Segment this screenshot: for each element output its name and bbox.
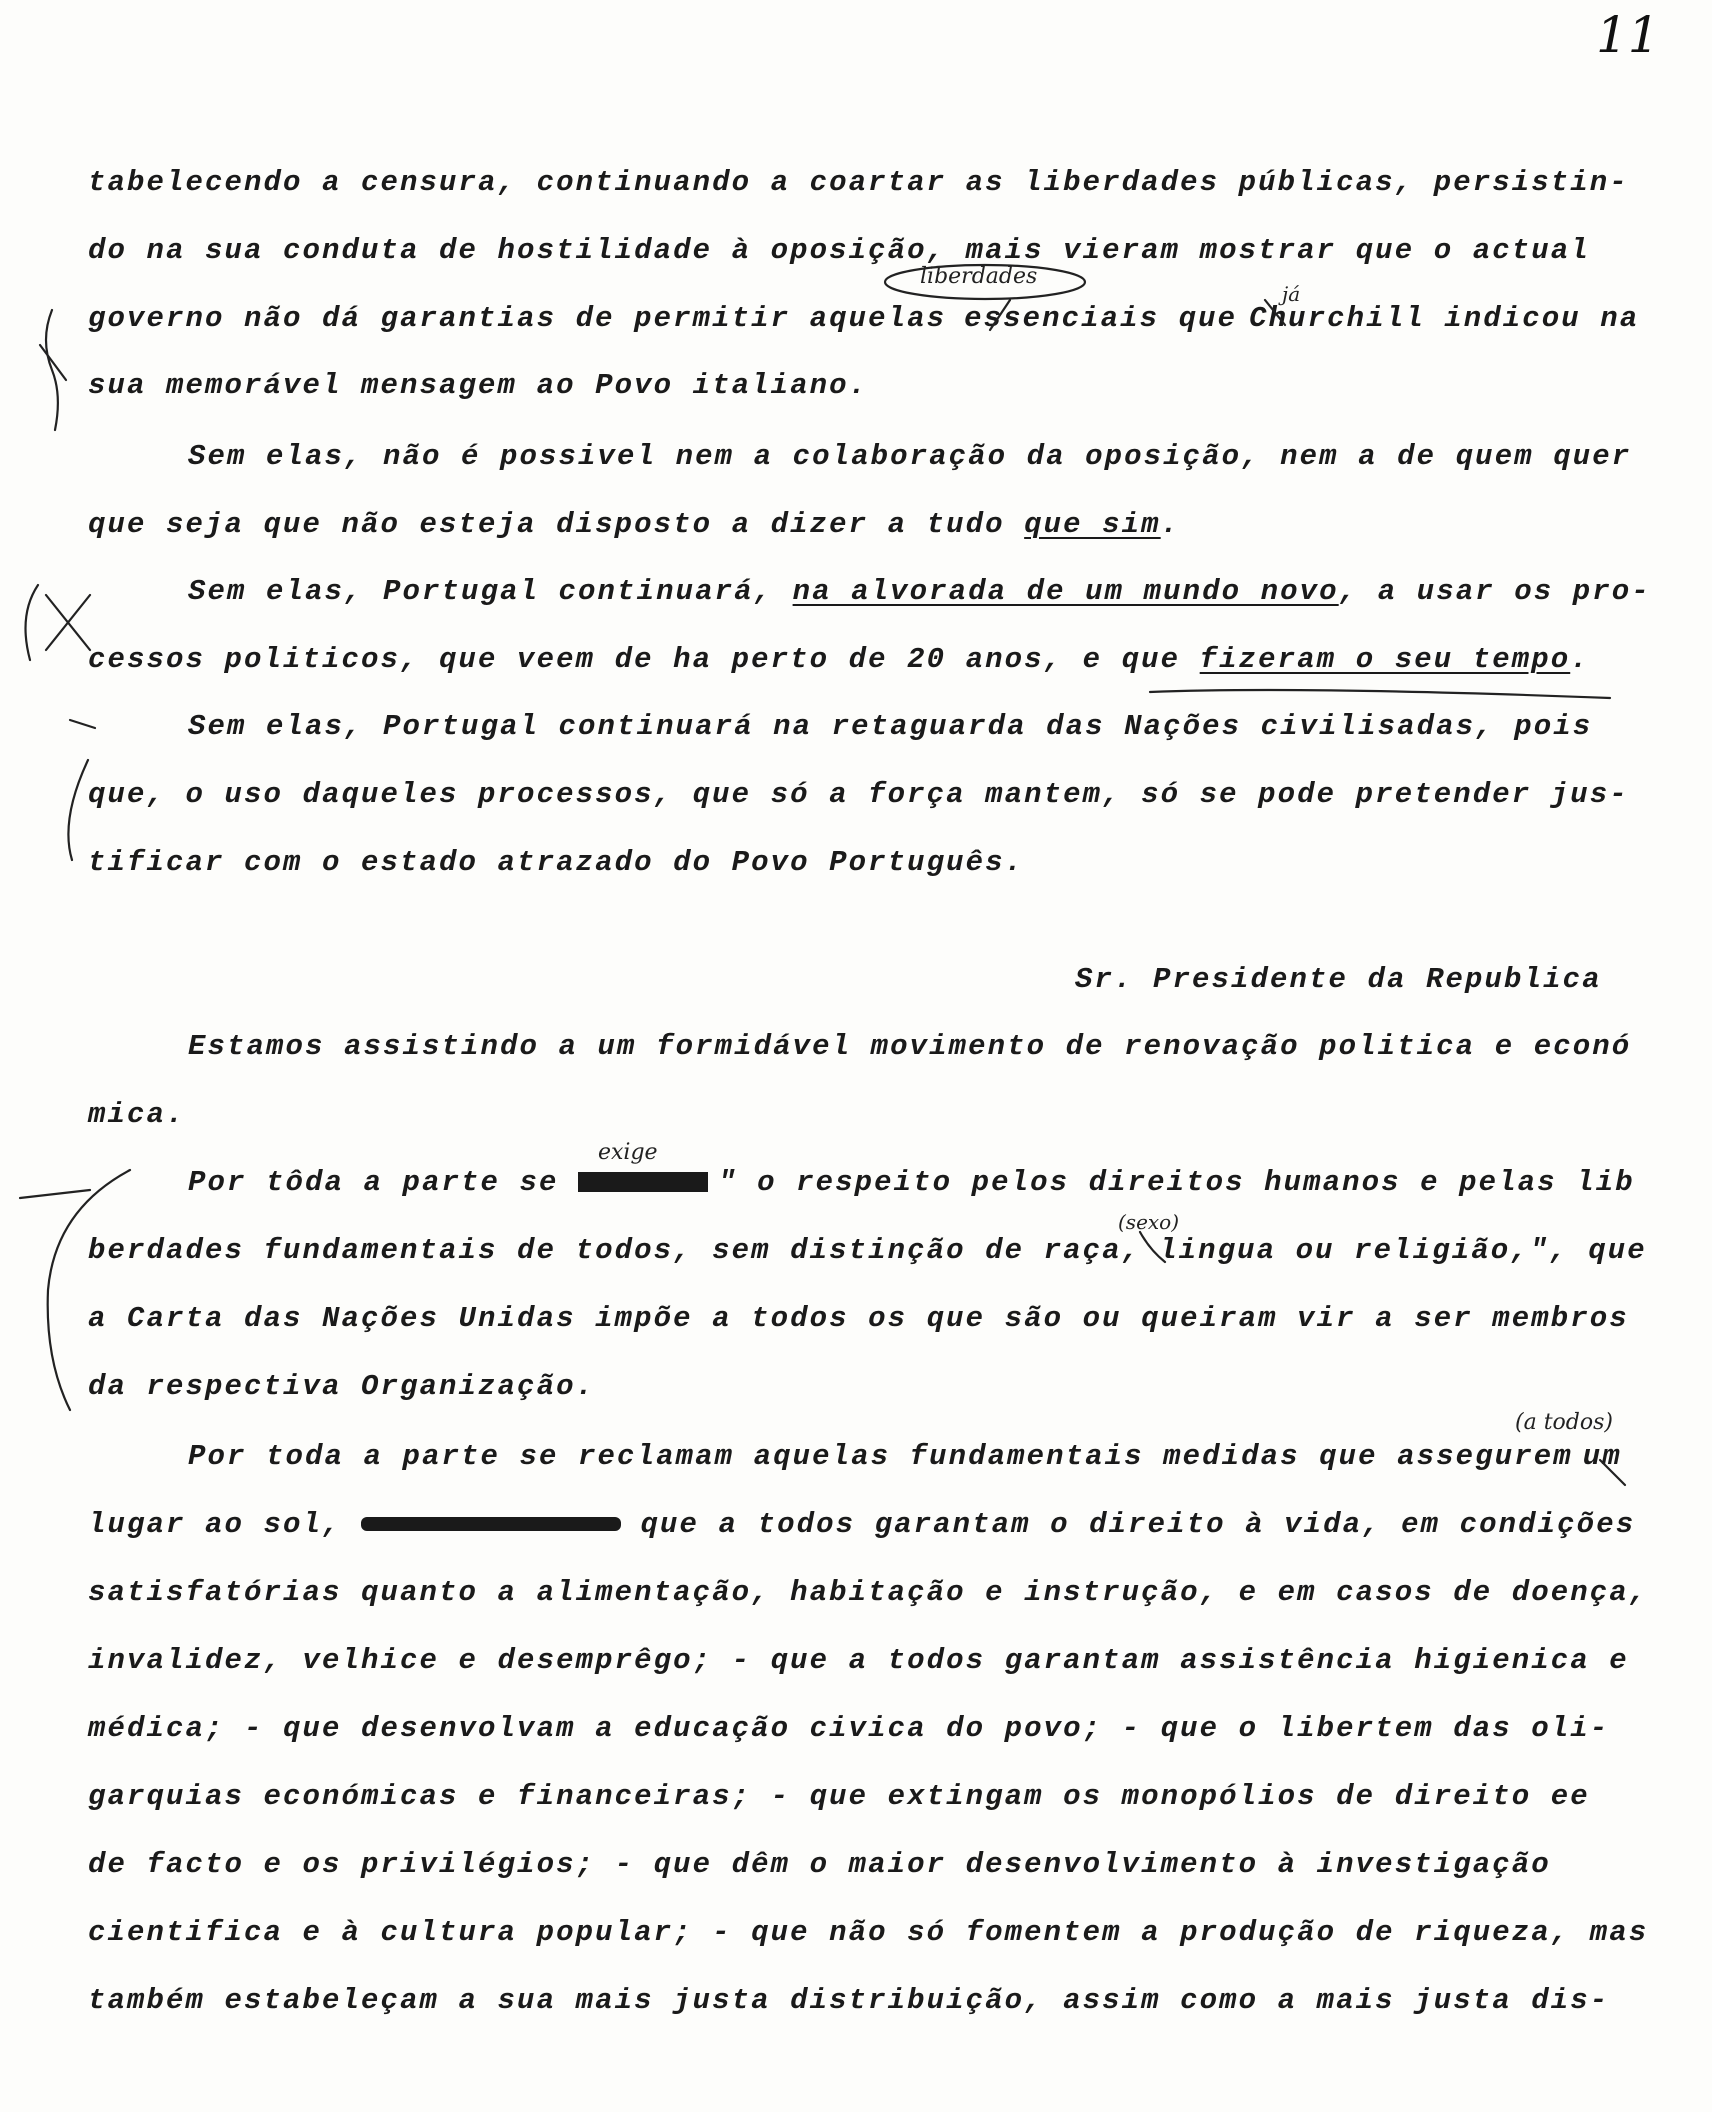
insertion-caret (1265, 300, 1285, 325)
text-line: médica; - que desenvolvam a educação civica do povo; - que o libertem das oli- (88, 1712, 1610, 1745)
text-line: mica. (88, 1098, 186, 1131)
text-line: a Carta das Nações Unidas impõe a todos os que são ou queiram vir a ser membros (88, 1302, 1629, 1335)
text-line: Estamos assistindo a um formidável movimento de renovação politica e econó (188, 1030, 1632, 1063)
text-fragment: Churchill indicou na (1249, 302, 1640, 335)
margin-bracket (26, 585, 39, 660)
text-line: Sem elas, não é possivel nem a colaboração da oposição, nem a de quem quer (188, 440, 1632, 473)
text-line: que, o uso daqueles processos, que só a força mantem, só se pode pretender jus- (88, 778, 1629, 811)
text-line: sua memorável mensagem ao Povo italiano. (88, 369, 869, 402)
insertion-caret (1140, 1232, 1165, 1262)
text-fragment: " o respeito pelos direitos humanos e pelas lib (718, 1166, 1635, 1199)
text-fragment: que a todos garantam o direito à vida, em condições (621, 1508, 1636, 1541)
text-fragment: que seja que não esteja disposto a dizer a tudo (88, 508, 1025, 541)
text-line: invalidez, velhice e desemprêgo; - que a todos garantam assistência higienica e (88, 1644, 1629, 1677)
margin-bracket (68, 760, 88, 860)
text-fragment: lugar ao sol, (88, 1508, 362, 1541)
text-fragment: governo não dá garantias de permitir aquelas (88, 302, 947, 335)
handwritten-insertion-liberdades: liberdades (920, 264, 1038, 289)
text-fragment: Sem elas, Portugal continuará, (188, 575, 793, 608)
text-fragment: essenciais que (964, 302, 1238, 335)
text-line: da respectiva Organização. (88, 1370, 596, 1403)
text-fragment: cessos politicos, que veem de ha perto de 20 anos, e que (88, 643, 1200, 676)
text-line: tificar com o estado atrazado do Povo Português. (88, 846, 1025, 879)
text-fragment: . (1160, 508, 1181, 541)
text-line: tabelecendo a censura, continuando a coartar as liberdades públicas, persistin- (88, 166, 1629, 199)
insertion-caret (1600, 1460, 1625, 1485)
text-fragment: lingua ou religião,", que (1159, 1234, 1647, 1267)
text-fragment: . (1570, 643, 1590, 676)
text-line: do na sua conduta de hostilidade à oposição, mais vieram mostrar que o actual (88, 234, 1590, 267)
underlined-text: fizeram o seu tempo (1199, 643, 1571, 676)
underline-squiggle (1150, 690, 1610, 698)
text-line: satisfatórias quanto a alimentação, habitação e instrução, e em casos de doença, (88, 1576, 1649, 1609)
margin-tick (20, 1190, 90, 1198)
text-line: cientifica e à cultura popular; - que não só fomentem a produção de riqueza, mas (88, 1916, 1649, 1949)
text-fragment: um (1582, 1440, 1622, 1473)
underlined-text: que sim (1024, 508, 1161, 541)
handwritten-insertion-exige: exige (598, 1140, 658, 1165)
text-line: de facto e os privilégios; - que dêm o maior desenvolvimento à investigação (88, 1848, 1551, 1881)
handwritten-insertion-sexo: (sexo) (1118, 1210, 1180, 1234)
salutation: Sr. Presidente da Republica (1075, 963, 1602, 996)
page-number: 11 (1596, 6, 1660, 64)
text-fragment: berdades fundamentais de todos, sem distinção de raça, (88, 1234, 1142, 1267)
handwritten-insertion-ja: já (1282, 282, 1301, 306)
handwritten-insertion-a-todos: (a todos) (1515, 1410, 1613, 1435)
insertion-oval (885, 265, 1085, 299)
text-fragment: Por toda a parte se reclamam aquelas fundamentais medidas que assegurem (188, 1440, 1573, 1473)
insertion-caret (990, 300, 1010, 330)
underlined-text: na alvorada de um mundo novo (792, 575, 1339, 608)
text-fragment: , a usar os pro- (1338, 575, 1651, 608)
text-fragment: Por tôda a parte se (188, 1166, 579, 1199)
text-line: Sem elas, Portugal continuará na retaguarda das Nações civilisadas, pois (188, 710, 1593, 743)
text-line: também estabeleçam a sua mais justa distribuição, assim como a mais justa dis- (88, 1984, 1610, 2017)
margin-tick (70, 720, 95, 728)
margin-mark (46, 310, 58, 430)
text-line: garquias económicas e financeiras; - que extingam os monopólios de direito ee (88, 1780, 1590, 1813)
margin-bracket (48, 1170, 130, 1410)
